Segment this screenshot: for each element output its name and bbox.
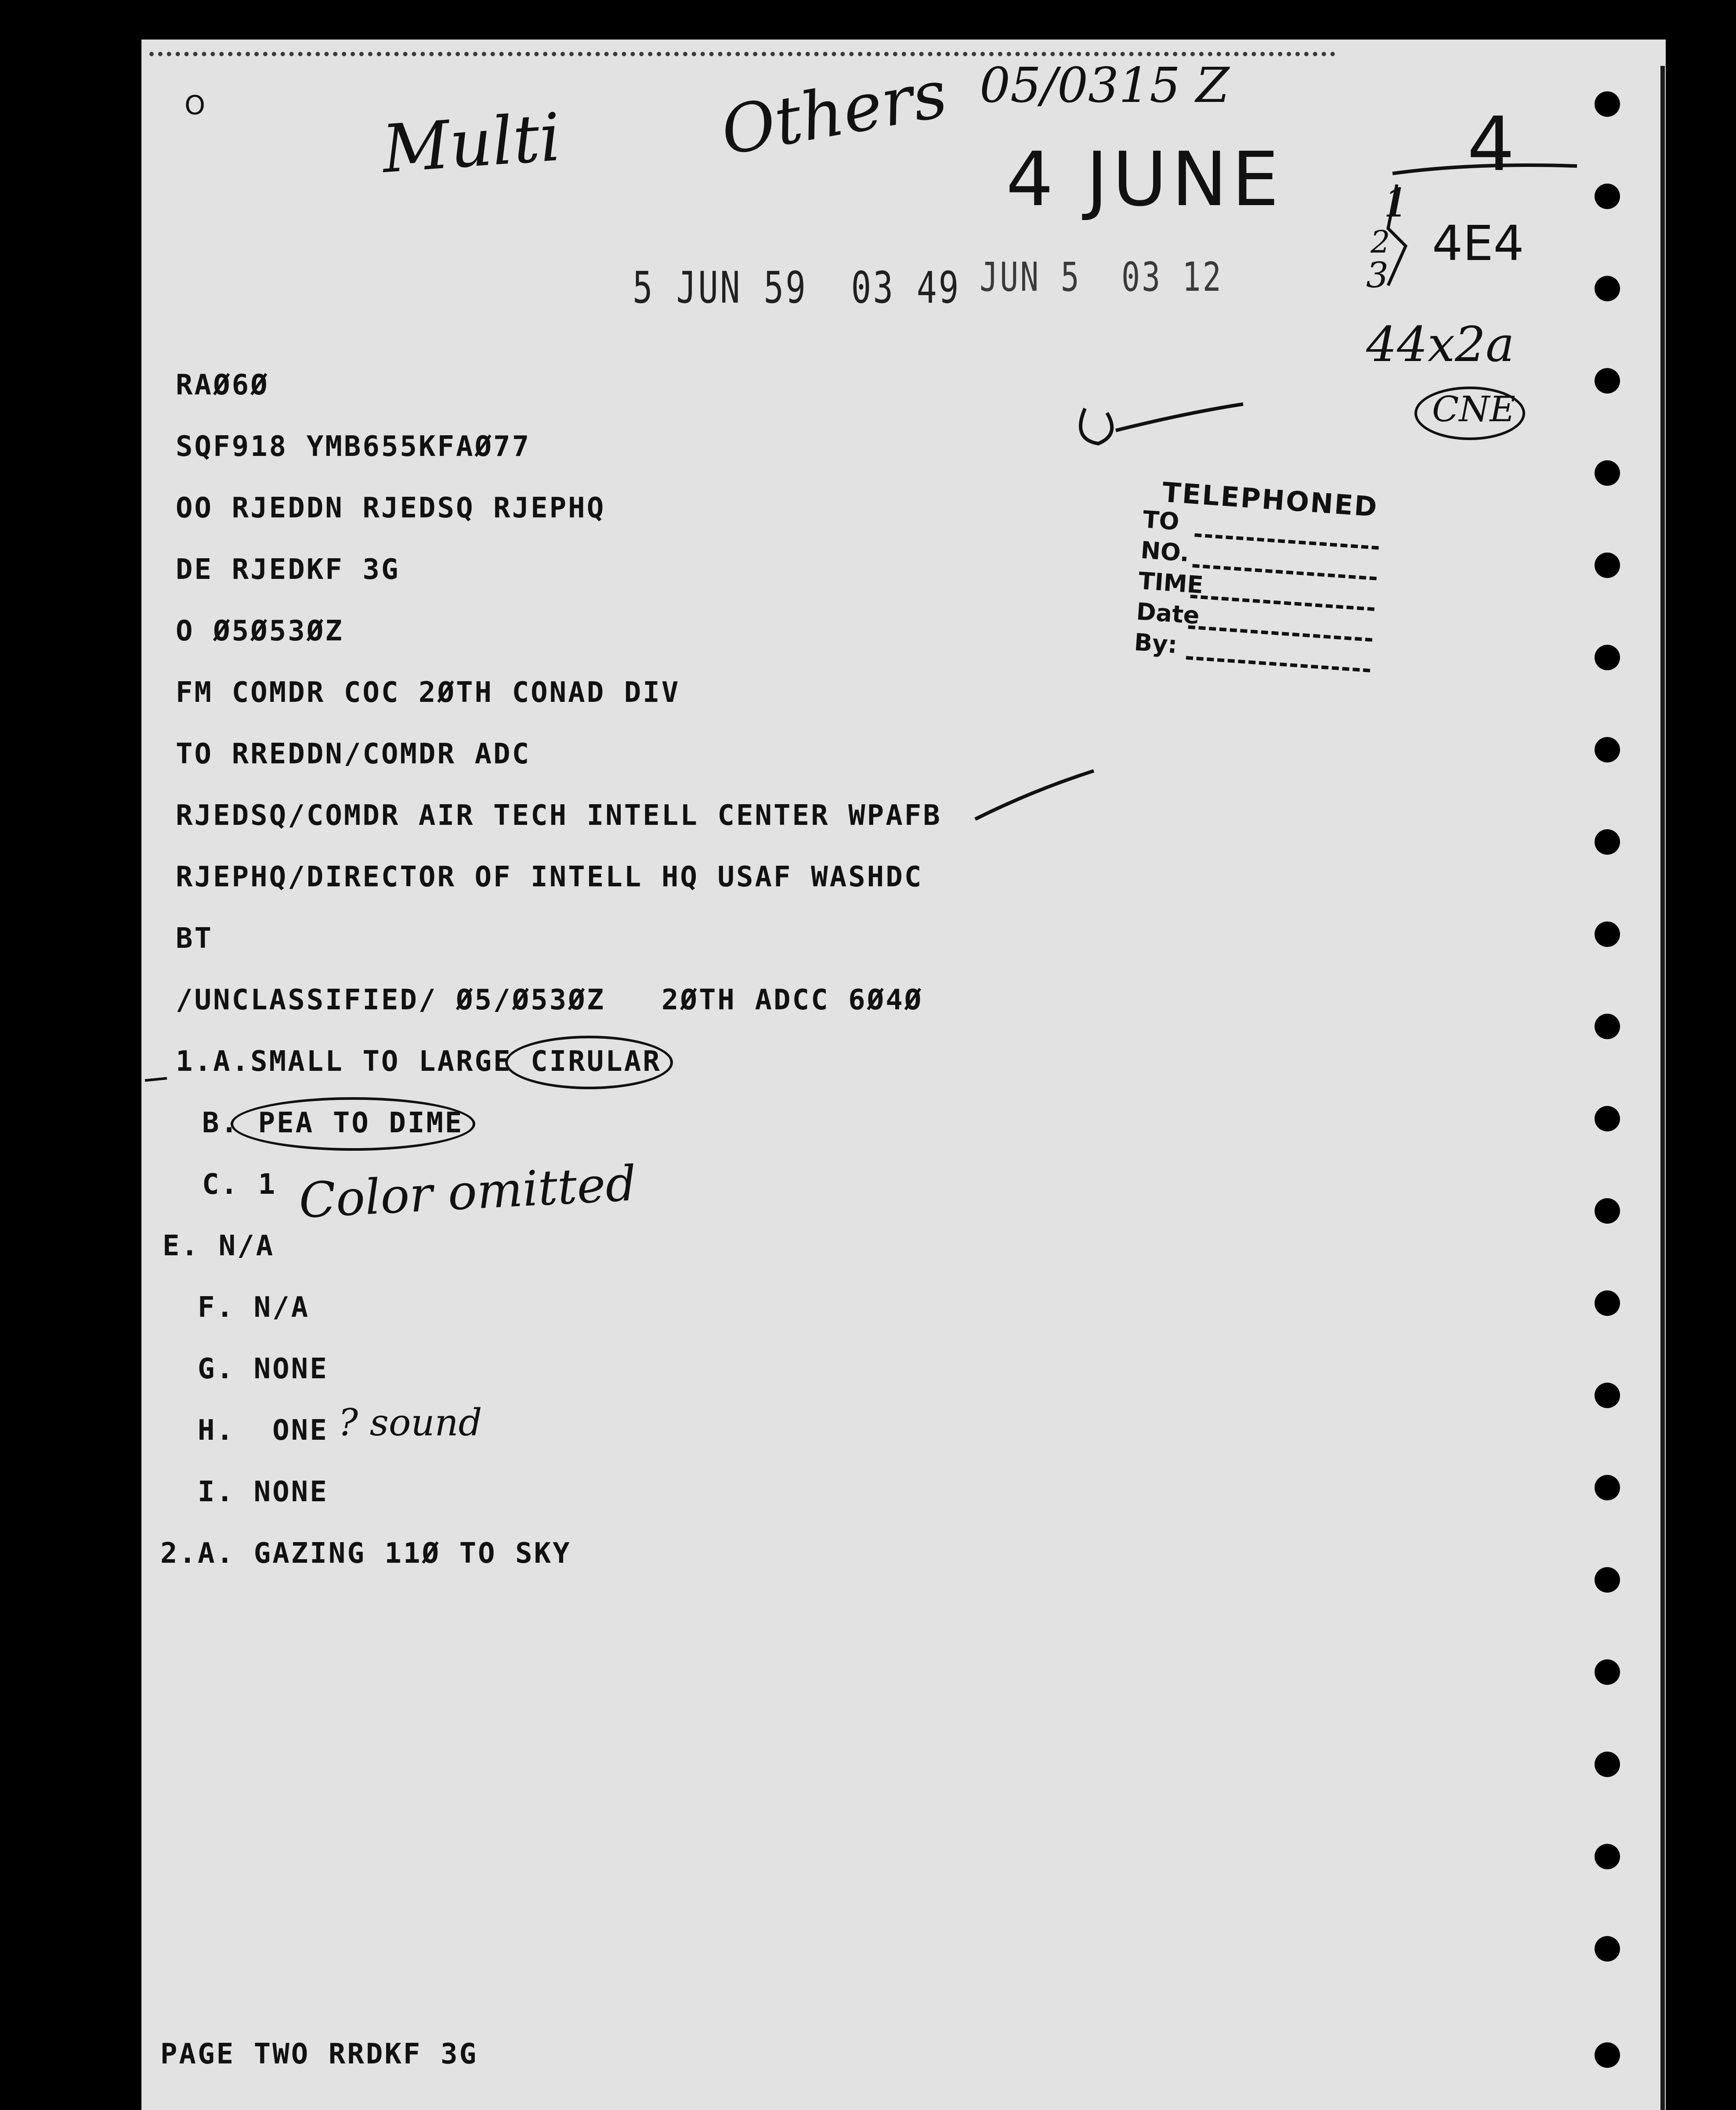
page-edge	[1660, 66, 1665, 2110]
item-1e: E. N/A	[163, 1230, 275, 1262]
message-datetime-group: O Ø5Ø53ØZ	[176, 615, 344, 647]
telephoned-time-label: TIME	[1137, 567, 1204, 599]
handwritten-list-1: 1	[1384, 180, 1409, 226]
message-to: TO RREDDN/COMDR ADC	[176, 738, 531, 770]
message-routing-id: RAØ6Ø	[176, 369, 269, 401]
page-footer: PAGE TWO RRDKF 3G	[160, 2038, 478, 2070]
corner-mark: O	[184, 90, 206, 121]
feed-hole	[1595, 276, 1620, 301]
feed-hole	[1595, 2042, 1620, 2068]
telephoned-stamp-title: TELEPHONED	[1161, 476, 1379, 524]
message-break: BT	[176, 922, 213, 955]
feed-hole	[1595, 1659, 1620, 1685]
feed-hole	[1595, 737, 1620, 762]
feed-hole	[1595, 1936, 1620, 1962]
handwritten-others: Others	[715, 55, 953, 170]
feed-hole	[1595, 1106, 1620, 1131]
feed-hole	[1595, 553, 1620, 578]
item-1f: F. N/A	[198, 1291, 310, 1324]
item-1h: H. ONE	[198, 1414, 329, 1447]
handwritten-list-3: 3	[1366, 255, 1389, 296]
telephoned-by-label: By:	[1133, 628, 1179, 659]
feed-hole	[1595, 1567, 1620, 1593]
feed-hole	[1595, 460, 1620, 486]
handwritten-circled-initials: CNE	[1432, 389, 1515, 430]
feed-hole	[1595, 1752, 1620, 1777]
feed-hole	[1595, 1383, 1620, 1408]
item-1i: I. NONE	[198, 1476, 329, 1508]
feed-hole	[1595, 1198, 1620, 1224]
handwritten-page-count: 4	[1467, 101, 1515, 188]
handwritten-code-a: 4E4	[1432, 215, 1524, 271]
handwritten-list-2: 2	[1371, 224, 1390, 260]
item-2a: 2.A. GAZING 11Ø TO SKY	[160, 1537, 571, 1570]
circled-pea-to-dime	[231, 1097, 475, 1151]
message-precedence: OO RJEDDN RJEDSQ RJEPHQ	[176, 492, 606, 524]
feed-hole	[1595, 829, 1620, 855]
handwritten-color-note: Color omitted	[297, 1155, 638, 1229]
telephoned-to-label: TO	[1142, 505, 1180, 536]
handwritten-sound-note: ? sound	[338, 1401, 482, 1444]
telephoned-date-label: Date	[1135, 597, 1201, 630]
feed-hole	[1595, 1844, 1620, 1869]
message-addressee-2: RJEDSQ/COMDR AIR TECH INTELL CENTER WPAFB	[176, 799, 942, 832]
message-sequence: SQF918 YMB655KFAØ77	[176, 430, 531, 463]
handwritten-multi: Multi	[380, 99, 563, 188]
circled-cirular	[505, 1036, 673, 1089]
telephoned-no-label: NO.	[1139, 536, 1190, 567]
feed-hole	[1595, 645, 1620, 670]
handwritten-time-ref: 05/0315 Z	[980, 57, 1230, 113]
feed-hole	[1595, 91, 1620, 117]
message-from: FM COMDR COC 2ØTH CONAD DIV	[176, 676, 680, 709]
feed-hole	[1595, 368, 1620, 394]
telephoned-stamp	[1130, 475, 1392, 720]
item-1a: 1.A.SMALL TO LARGE CIRULAR	[176, 1045, 662, 1078]
feed-hole	[1595, 1290, 1620, 1316]
message-classification: /UNCLASSIFIED/ Ø5/Ø53ØZ 2ØTH ADCC 6Ø4Ø	[176, 984, 923, 1016]
item-1b: B. PEA TO DIME	[202, 1107, 464, 1139]
handwritten-code-b: 44x2a	[1366, 316, 1515, 372]
received-stamp-2: JUN 5 03 12	[980, 253, 1223, 301]
item-1c: C. 1	[202, 1168, 277, 1201]
received-stamp-1: 5 JUN 59 03 49	[633, 262, 961, 313]
feed-hole	[1595, 921, 1620, 947]
feed-hole	[1595, 1014, 1620, 1039]
feed-hole	[1595, 1475, 1620, 1500]
item-1g: G. NONE	[198, 1353, 329, 1385]
message-origin-station: DE RJEDKF 3G	[176, 553, 400, 586]
feed-hole	[1595, 184, 1620, 209]
handwritten-date: 4 JUNE	[1006, 136, 1284, 223]
message-addressee-3: RJEPHQ/DIRECTOR OF INTELL HQ USAF WASHDC	[176, 861, 923, 893]
